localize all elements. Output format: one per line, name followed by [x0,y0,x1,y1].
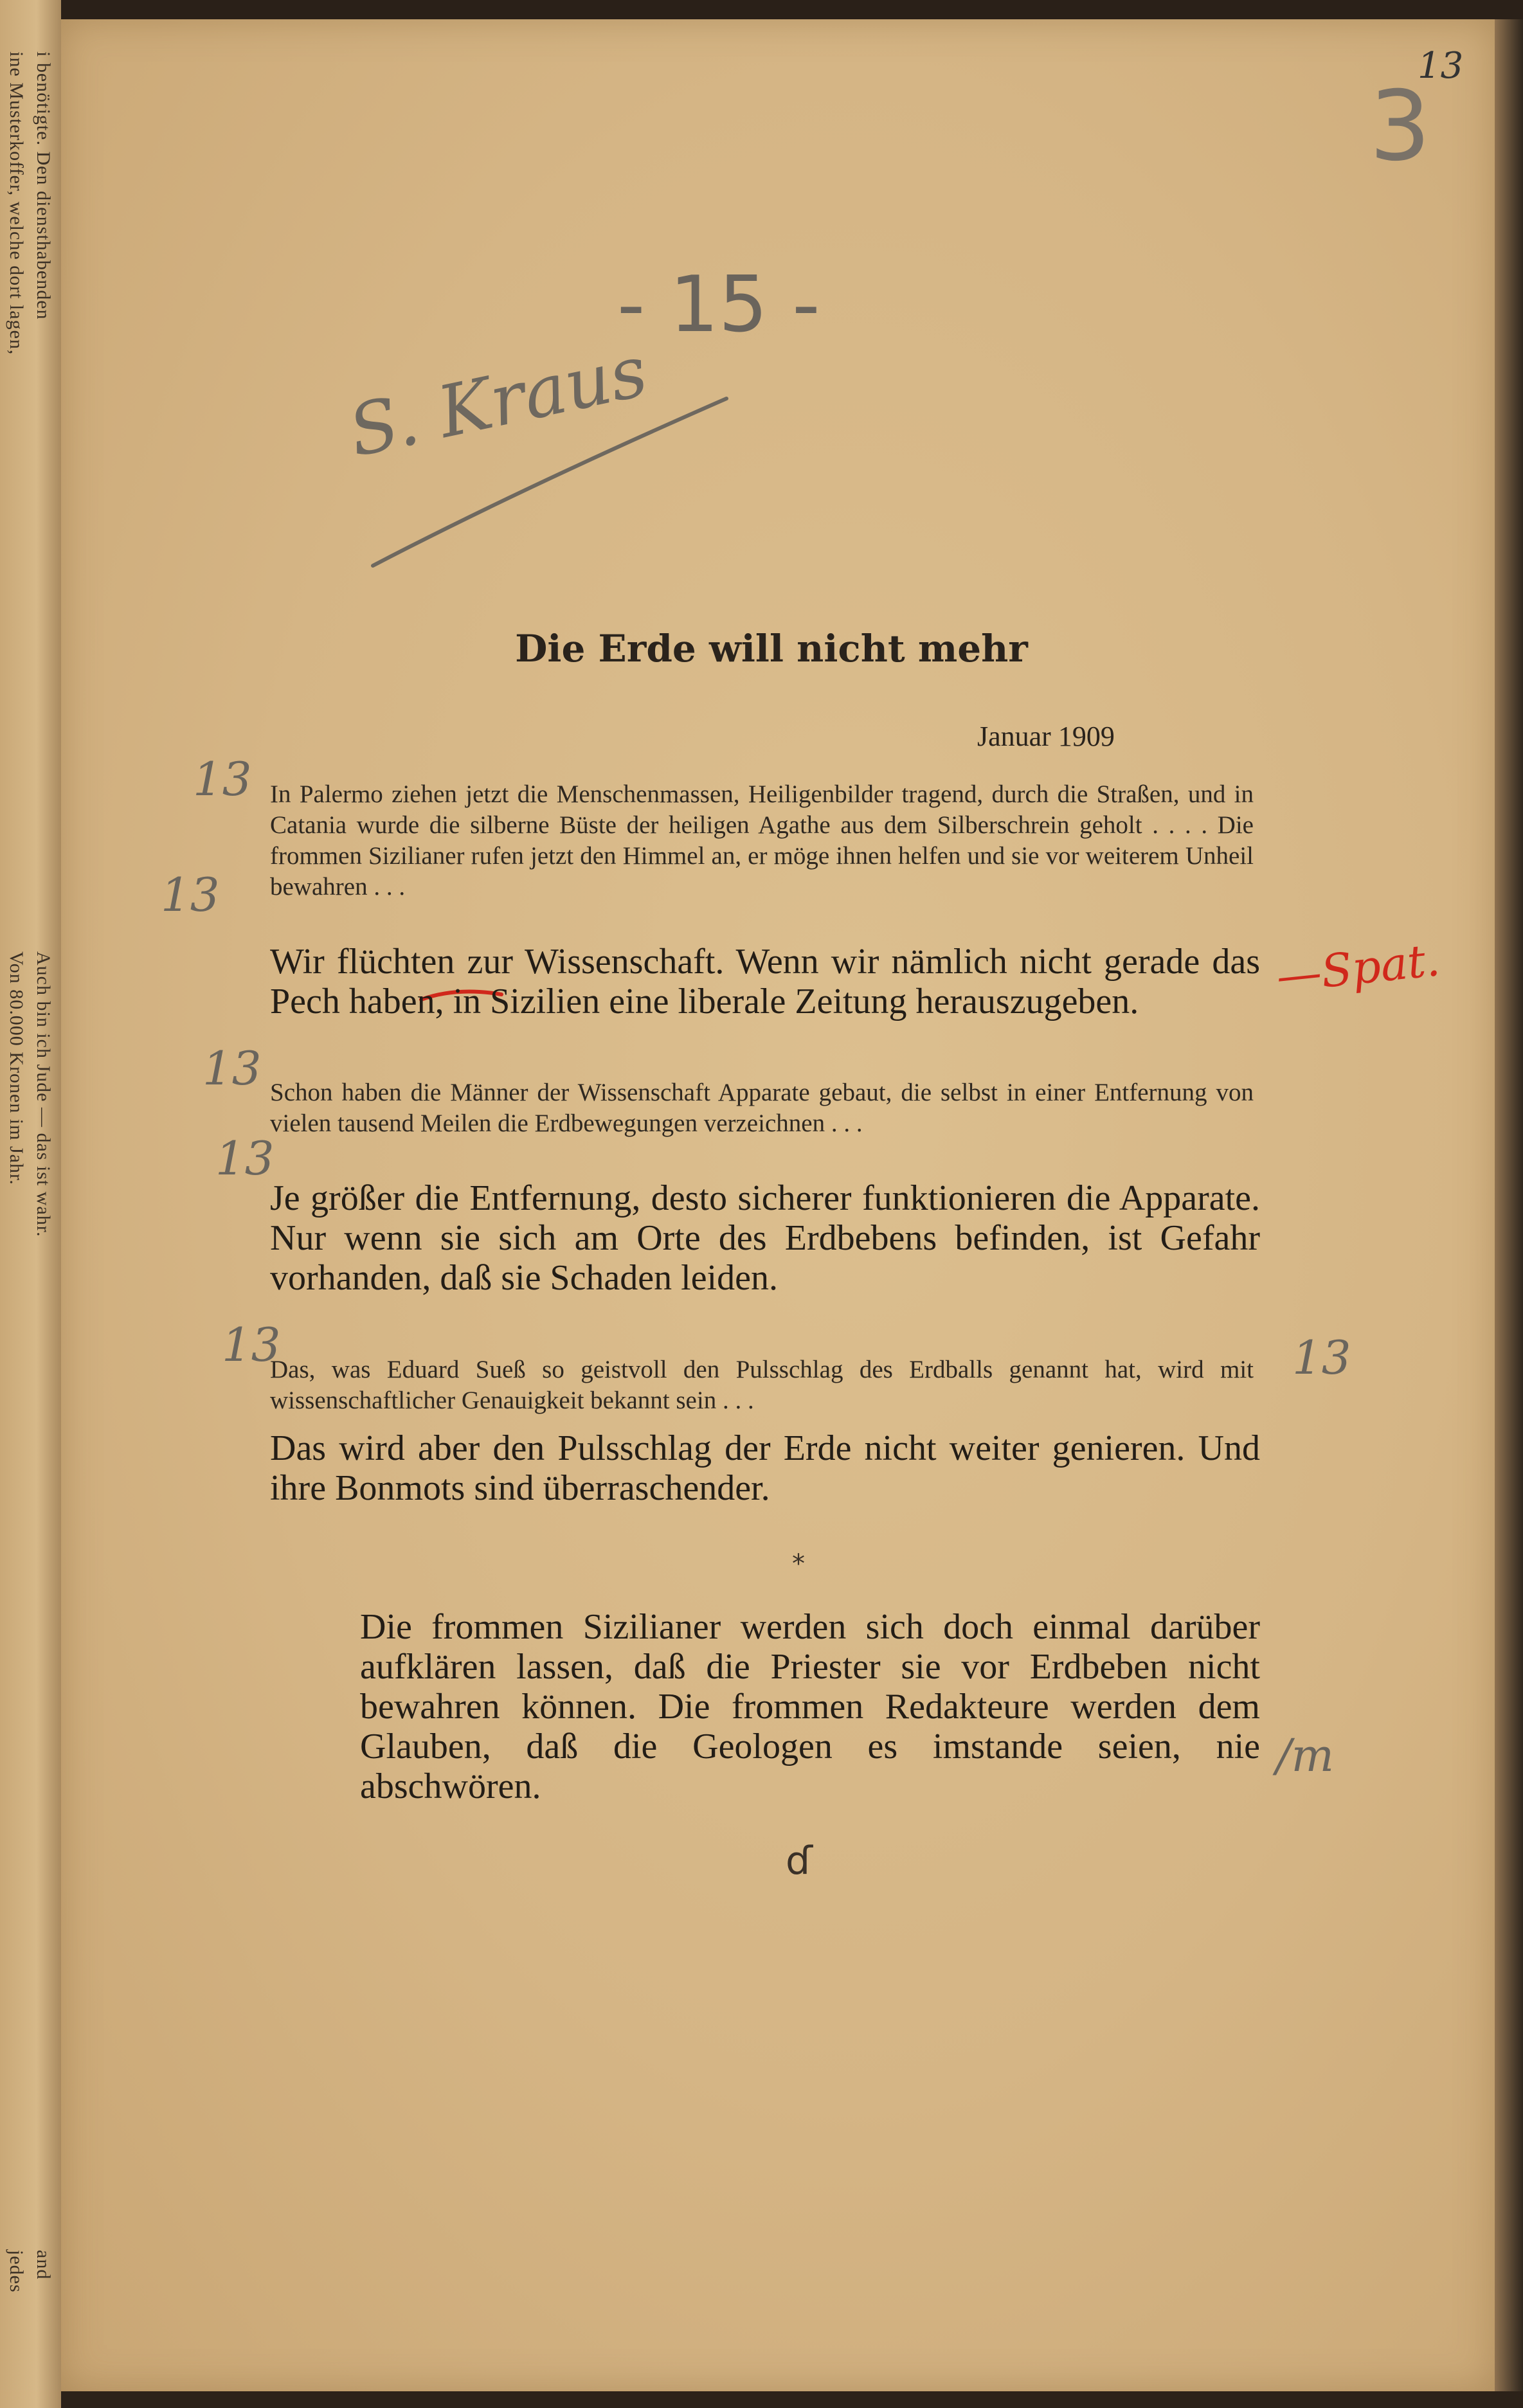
margin-reference: 13 [193,752,252,806]
article-title: Die Erde will nicht mehr [515,627,1028,670]
comment-paragraph: Wir flüchten zur Wissenschaft. Wenn wir nämlich nicht gerade das Pech haben, in Sizilien eine liberale Zeitung herauszugeben. [270,942,1260,1021]
adjacent-page-column-2 [28,26,54,2340]
adjacent-text-segment: i benötigte. Den diensthabenden [33,51,54,320]
margin-reference: 13 [215,1131,275,1185]
adjacent-text-segment: Auch bin ich Jude — das ist wahr. [33,951,54,1237]
margin-reference: 13 [1292,1331,1351,1385]
quote-paragraph: In Palermo ziehen jetzt die Menschenmassen, Heiligenbilder tragend, durch die Straßen, und in Catania wurde die silberne Büste der heiligen Agathe aus dem Silberschrein geholt . . . . Die frommen Sizilianer rufen jetzt den Himmel an, er möge ihnen helfen und sie vor weiterem Unheil bewahren . . . [270,780,1254,901]
margin-reference: 13 [161,868,220,922]
red-correction-note: —Spat. [1274,933,1443,1003]
comment-paragraph: Das wird aber den Pulsschlag der Erde nicht weiter genieren. Und ihre Bonmots sind überraschender. [270,1428,1260,1508]
page-right-edge [1495,19,1523,2391]
closing-paragraph: Die frommen Sizilianer werden sich doch einmal darüber aufklären lassen, daß die Priester sie vor Erdbeben nicht bewahren können. Die frommen Redakteure werden dem Glauben, daß die Geologen es imstande seien, nie abschwören. [360,1607,1260,1806]
bottom-mark: ɗ [786,1838,813,1883]
article-date: Januar 1909 [977,721,1115,752]
adjacent-text-segment: and [33,2250,54,2280]
adjacent-page-column-1 [1,26,27,2340]
comment-paragraph: Je größer die Entfernung, desto sicherer funktionieren die Apparate. Nur wenn sie sich am Orte des Erdbebens befinden, ist Gefahr vorhanden, daß sie Schaden leiden. [270,1178,1260,1298]
pencil-number: - 15 - [617,260,820,350]
right-margin-mark: /m [1276,1729,1334,1782]
quote-paragraph: Schon haben die Männer der Wissenschaft Apparate gebaut, die selbst in einer Entfernung von vielen tausend Meilen die Erdbewegungen verzeichnen . . . [270,1079,1254,1137]
margin-reference: 13 [203,1041,262,1095]
section-separator: * [792,1549,805,1579]
pencil-name: S. Kraus [341,329,654,473]
scan-top-border [61,0,1523,19]
margin-reference: 13 [222,1318,281,1372]
pencil-underline-stroke [360,386,746,579]
scan-bottom-border [61,2391,1523,2408]
folio-number: 13 [1418,45,1464,87]
adjacent-text-segment: ine Musterkoffer, welche dort lagen, [6,51,27,355]
quote-paragraph: Das, was Eduard Sueß so geistvoll den Pulsschlag des Erdballs genannt hat, wird mit wissenschaftlicher Genauigkeit bekannt sein . . . [270,1356,1254,1414]
adjacent-text-segment: Von 80.000 Kronen im Jahr. [6,951,27,1185]
pencil-page-number: 3 [1369,71,1431,183]
adjacent-text-segment: jedes [6,2250,27,2293]
adjacent-page-strip [0,0,61,2408]
